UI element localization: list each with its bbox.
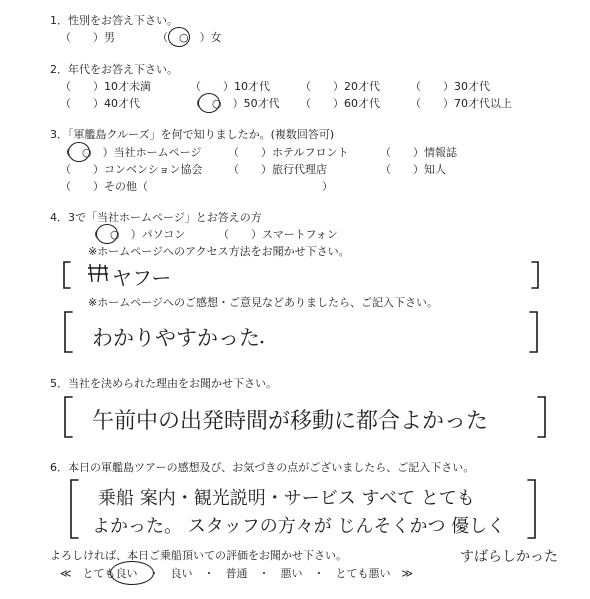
rating-prompt: よろしければ、本日ご乗船頂いての評価をお聞かせ下さい。 <box>50 549 347 562</box>
bracket-right <box>528 480 535 538</box>
bracket-left <box>64 262 70 288</box>
q4-option-smartphone[interactable]: （ ）スマートフォン <box>218 228 338 241</box>
q2-title: 2．年代をお答え下さい。 <box>50 63 178 76</box>
q2-option-50s[interactable]: （ ○ ）50才代 <box>190 97 280 110</box>
q1-option-female[interactable]: （ ○ ）女 <box>157 31 222 44</box>
q3-option-homepage[interactable]: （ ○ ）当社ホームページ <box>60 146 202 159</box>
q3-title: 3．「軍艦島クルーズ」を何で知りましたか。(複数回答可) <box>50 128 335 141</box>
q2-option-20s[interactable]: （ ）20才代 <box>300 80 380 93</box>
q1-title: 1．性別をお答え下さい。 <box>50 14 178 27</box>
q2-option-30s[interactable]: （ ）30才代 <box>410 80 490 93</box>
bracket-right <box>530 312 537 352</box>
q2-option-70plus[interactable]: （ ）70才代以上 <box>410 97 512 110</box>
q6-answer-line1: 乗船 案内・観光説明・サービス すべて とても <box>98 488 475 509</box>
bracket-right <box>538 397 545 437</box>
q4-note-impression: ※ホームページへのご感想・ご意見などありましたら、ご記入下さい。 <box>88 296 438 309</box>
q2-option-40s[interactable]: （ ）40才代 <box>60 97 140 110</box>
q5-answer: 午前中の出発時間が移動に都合よかった <box>92 409 489 434</box>
q4-answer-access: ヤフー <box>112 266 172 290</box>
q3-option-convention[interactable]: （ ）コンベンション協会 <box>60 163 203 176</box>
q4-title: 4．3で「当社ホームページ」とお答えの方 <box>50 211 262 224</box>
q2-option-60s[interactable]: （ ）60才代 <box>300 97 380 110</box>
crossed-out-scribble <box>88 264 108 282</box>
bracket-left <box>65 312 72 352</box>
bracket-right <box>532 262 538 288</box>
q4-answer-impression: わかりやすかった <box>92 326 260 350</box>
bracket-left <box>71 480 78 538</box>
q6-answer-line2: よかった。 スタッフの方々が じんそくかつ 優しく <box>92 516 506 537</box>
q3-option-acquaintance[interactable]: （ ）知人 <box>380 163 446 176</box>
q6-answer-extra: すばらしかった <box>460 549 558 565</box>
q6-title: 6．本日の軍艦島ツアーの感想及び、お気づきの点がございましたら、ご記入下さい。 <box>50 461 475 474</box>
bracket-left <box>65 397 72 437</box>
q3-option-other[interactable]: （ ）その他（ <box>60 180 148 193</box>
q2-option-under10[interactable]: （ ）10才未満 <box>60 80 151 93</box>
q4-option-pc[interactable]: （ ○ ）パソコン <box>88 228 186 241</box>
q3-option-hotel-front[interactable]: （ ）ホテルフロント <box>228 146 349 159</box>
q5-title: 5．当社を決められた理由をお聞かせ下さい。 <box>50 377 277 390</box>
q2-option-10s[interactable]: （ ）10才代 <box>190 80 270 93</box>
q1-option-male[interactable]: （ ）男 <box>60 31 115 44</box>
rating-scale[interactable]: ≪ とても良い ・ 良い ・ 普通 ・ 悪い ・ とても悪い ≫ <box>60 567 414 580</box>
q3-option-travel-agent[interactable]: （ ）旅行代理店 <box>228 163 327 176</box>
q4-note-access: ※ホームページへのアクセス方法をお聞かせ下さい。 <box>88 245 350 258</box>
q3-option-other-close: ） <box>322 180 333 193</box>
q3-option-magazine[interactable]: （ ）情報誌 <box>380 146 457 159</box>
